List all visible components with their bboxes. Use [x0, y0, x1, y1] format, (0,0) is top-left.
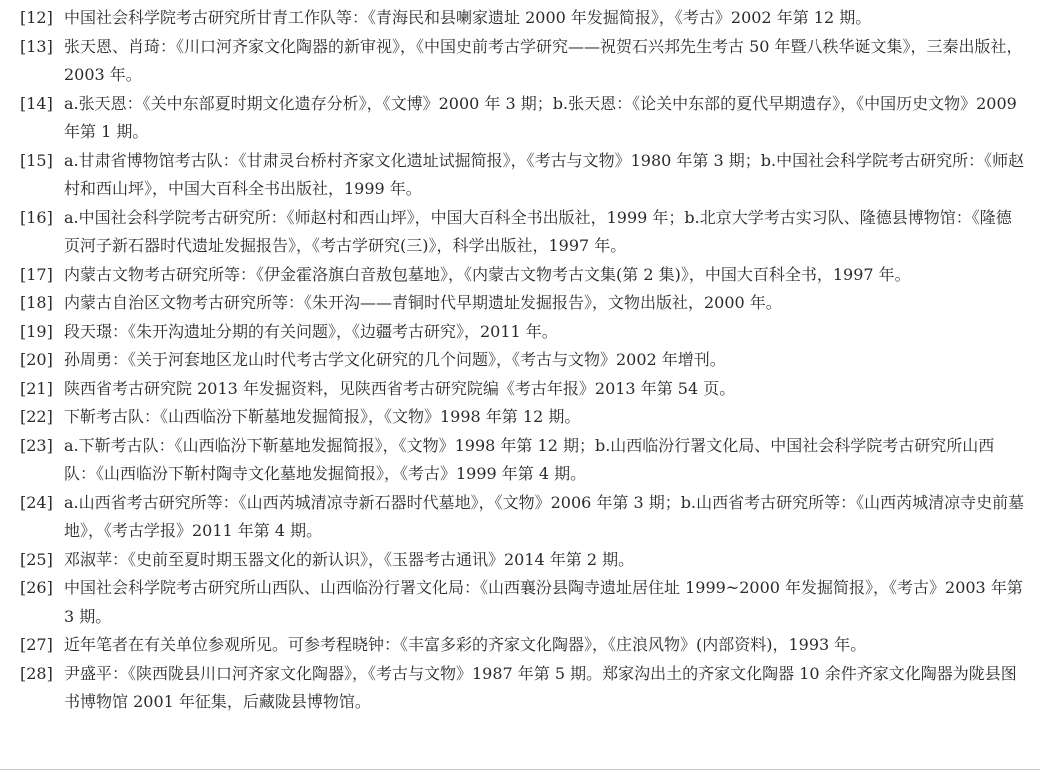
- reference-text: 下靳考古队：《山西临汾下靳墓地发掘简报》，《文物》1998 年第 12 期。: [64, 407, 581, 426]
- reference-entry: [20, 375, 1025, 404]
- reference-entry: [20, 403, 1025, 432]
- reference-number: [26]: [20, 578, 53, 597]
- reference-entry: [20, 90, 1025, 147]
- reference-text: 段天璟：《朱开沟遗址分期的有关问题》，《边疆考古研究》，2011 年。: [64, 321, 558, 341]
- reference-number: [13]: [20, 36, 53, 56]
- reference-text: 张天恩、肖琦：《川口河齐家文化陶器的新审视》，《中国史前考古学研究——祝贺石兴邦先生考古 50 年暨八秩华诞文集》，三秦出版社，2003 年。: [64, 36, 1023, 84]
- reference-number: [15]: [20, 150, 53, 170]
- reference-number: [24]: [20, 492, 53, 512]
- reference-entry: [20, 660, 1025, 717]
- reference-entry: [20, 546, 1025, 575]
- page-bottom-rule: [0, 769, 1040, 770]
- reference-text: a.山西省考古研究所等：《山西芮城清凉寺新石器时代墓地》，《文物》2006 年第 3 期；b.山西省考古研究所等：《山西芮城清凉寺史前墓地》，《考古学报》2011 年第 4 期。: [64, 492, 1025, 540]
- reference-number: [18]: [20, 293, 53, 312]
- reference-text: 邓淑苹：《史前至夏时期玉器文化的新认识》，《玉器考古通讯》2014 年第 2 期。: [64, 549, 635, 569]
- reference-list: [20, 4, 1025, 717]
- reference-entry: [20, 631, 1025, 660]
- reference-text: 内蒙古自治区文物考古研究所等：《朱开沟——青铜时代早期遗址发掘报告》，文物出版社，2000 年。: [64, 293, 782, 312]
- reference-text: 尹盛平：《陕西陇县川口河齐家文化陶器》，《考古与文物》1987 年第 5 期。郑家沟出土的齐家文化陶器 10 余件齐家文化陶器为陇县图书博物馆 2001 年征集，后藏陇县博物馆。: [64, 663, 1017, 711]
- reference-text: 近年笔者在有关单位参观所见。可参考程晓钟：《丰富多彩的齐家文化陶器》，《庄浪风物》(内部资料)，1993 年。: [64, 635, 867, 654]
- reference-number: [22]: [20, 407, 53, 426]
- reference-text: a.甘肃省博物馆考古队：《甘肃灵台桥村齐家文化遗址试掘简报》，《考古与文物》1980 年第 3 期；b.中国社会科学院考古研究所：《师赵村和西山坪》，中国大百科全书出版社，1999 年。: [64, 150, 1025, 198]
- reference-number: [28]: [20, 663, 53, 683]
- reference-entry: [20, 4, 1025, 33]
- reference-entry: [20, 346, 1025, 375]
- reference-number: [25]: [20, 549, 53, 569]
- reference-text: a.下靳考古队：《山西临汾下靳墓地发掘简报》，《文物》1998 年第 12 期；b.山西临汾行署文化局、中国社会科学院考古研究所山西队：《山西临汾下靳村陶寺文化墓地发掘简报》，《考古》1999 年第 4 期。: [64, 435, 995, 483]
- reference-text: 中国社会科学院考古研究所山西队、山西临汾行署文化局：《山西襄汾县陶寺遗址居住址 1999~2000 年发掘简报》，《考古》2003 年第 3 期。: [64, 578, 1023, 626]
- reference-text: 孙周勇：《关于河套地区龙山时代考古学文化研究的几个问题》，《考古与文物》2002 年增刊。: [64, 350, 726, 369]
- reference-number: [19]: [20, 321, 53, 341]
- reference-entry: [20, 204, 1025, 261]
- reference-entry: [20, 574, 1025, 631]
- reference-entry: [20, 147, 1025, 204]
- reference-number: [17]: [20, 264, 53, 284]
- reference-number: [23]: [20, 435, 53, 455]
- reference-entry: [20, 261, 1025, 290]
- reference-text: 中国社会科学院考古研究所甘青工作队等：《青海民和县喇家遗址 2000 年发掘简报》，《考古》2002 年第 12 期。: [64, 8, 872, 27]
- reference-entry: [20, 432, 1025, 489]
- reference-number: [20]: [20, 350, 53, 369]
- reference-entry: [20, 289, 1025, 318]
- reference-text: 内蒙古文物考古研究所等：《伊金霍洛旗白音敖包墓地》，《内蒙古文物考古文集(第 2 集)》，中国大百科全书，1997 年。: [64, 264, 911, 284]
- reference-number: [16]: [20, 207, 53, 227]
- reference-number: [21]: [20, 378, 53, 398]
- reference-text: 陕西省考古研究院 2013 年发掘资料，见陕西省考古研究院编《考古年报》2013 年第 54 页。: [64, 378, 736, 398]
- reference-number: [14]: [20, 93, 53, 113]
- reference-number: [27]: [20, 635, 53, 654]
- reference-entry: [20, 33, 1025, 90]
- reference-text: a.中国社会科学院考古研究所：《师赵村和西山坪》，中国大百科全书出版社，1999 年；b.北京大学考古实习队、隆德县博物馆：《隆德页河子新石器时代遗址发掘报告》，《考古学研究(三)》，科学出版社，1997 年。: [64, 207, 1012, 255]
- reference-entry: [20, 318, 1025, 347]
- reference-number: [12]: [20, 8, 53, 27]
- reference-text: a.张天恩：《关中东部夏时期文化遗存分析》，《文博》2000 年 3 期；b.张天恩：《论关中东部的夏代早期遗存》，《中国历史文物》2009 年第 1 期。: [64, 93, 1017, 141]
- reference-entry: [20, 489, 1025, 546]
